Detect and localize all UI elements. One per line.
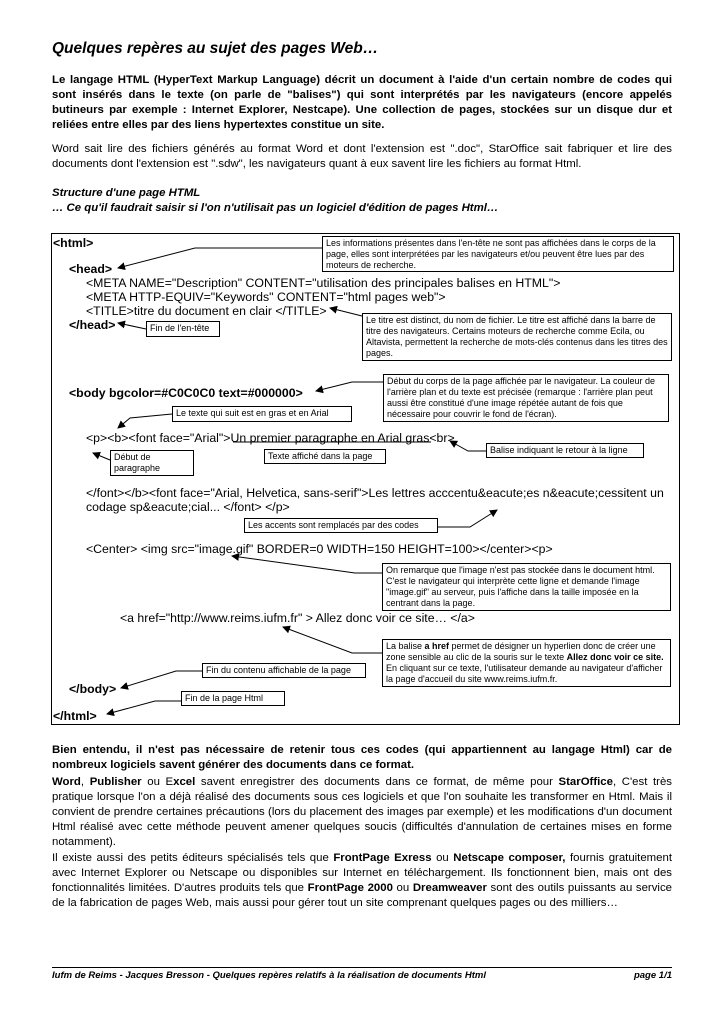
note-fin-contenu: Fin du contenu affichable de la page	[202, 663, 366, 678]
footer-left: Iufm de Reims - Jacques Bresson - Quelques repères relatifs à la réalisation de documents Html	[52, 970, 486, 981]
arrow-debut-paragraphe	[93, 453, 110, 460]
note-fin-page: Fin de la page Html	[181, 691, 285, 706]
note-href-part-a: La balise	[386, 641, 425, 651]
word-paragraph: Word sait lire des fichiers générés au format Word et dont l'extension est ".doc", StarOffice sait fabriquer et lire des documents dont l'extension est ".sdw", les navigateurs quant à eux savent lire les fichiers au format Html.	[52, 143, 672, 170]
code-html-close: </html>	[53, 709, 97, 723]
code-paragraph-prefix: <p><b><font face="Arial">	[86, 431, 231, 445]
code-meta-description: <META NAME="Description" CONTENT="utilisation des principales balises en HTML">	[86, 276, 561, 290]
editors-frontpage-express: FrontPage Exress	[333, 852, 432, 864]
software-staroffice: StarOffice	[558, 776, 613, 788]
note-fin-entete: Fin de l'en-tête	[146, 321, 220, 337]
editors-dreamweaver: Dreamweaver	[412, 882, 487, 894]
arrow-href	[283, 627, 382, 653]
note-href-part-e: En cliquant sur ce texte, l'utilisateur demande au navigateur d'afficher la page d'accueil du site www.reims.iufm.fr.	[386, 663, 663, 684]
arrow-titre	[330, 308, 362, 316]
intro-paragraph: Le langage HTML (HyperText Markup Language) décrit un document à l'aide d'un certain nombre de codes qui sont insérés dans le texte (on parle de "balises") qui sont interprétés par les navigateurs (encore appelés butineurs par exemple : Internet Explorer, Nestcape). Une collection de pages, stockées sur un disque dur et reliées entre elles par des liens hypertextes constitue un site.	[52, 74, 672, 131]
code-paragraph-text: Un premier paragraphe en Arial gras	[230, 431, 430, 445]
structure-heading: Structure d'une page HTML	[52, 187, 201, 199]
code-head-close: </head>	[69, 318, 116, 332]
footer-page-number: page 1/1	[633, 970, 672, 981]
arrow-gras-arial	[118, 414, 172, 428]
note-head-info: Les informations présentes dans l'en-tête ne sont pas affichées dans le corps de la page, elles sont interprétées par les navigateurs et/ou peuvent être lues par des moteurs de recherche.	[322, 236, 674, 272]
page-title: Quelques repères au sujet des pages Web…	[52, 40, 379, 57]
arrow-head-info	[118, 248, 322, 268]
arrow-fin-entete	[118, 323, 146, 329]
arrow-accents	[438, 510, 497, 527]
editors-part-d: ou	[392, 882, 413, 894]
software-publisher: Publisher	[89, 776, 142, 788]
footer-divider	[52, 967, 672, 968]
software-paragraph	[52, 775, 672, 850]
software-xcel: xcel	[173, 776, 196, 788]
note-debut-paragraphe: Début de paragraphe	[110, 450, 194, 476]
structure-subheading: … Ce qu'il faudrait saisir si l'on n'utilisait pas un logiciel d'édition de pages Html…	[52, 202, 499, 214]
editors-paragraph	[52, 851, 672, 911]
editors-frontpage-2000: FrontPage 2000	[307, 882, 393, 894]
note-retour-ligne: Balise indiquant le retour à la ligne	[486, 443, 644, 458]
note-gras-arial: Le texte qui suit est en gras et en Arial	[172, 406, 352, 422]
arrow-fin-contenu	[121, 671, 202, 688]
arrow-image	[232, 556, 382, 573]
code-meta-keywords: <META HTTP-EQUIV="Keywords" CONTENT="html pages web">	[86, 290, 446, 304]
editors-part-b: ou	[431, 852, 454, 864]
software-ou-e: ou E	[141, 776, 174, 788]
outro-bold-paragraph: Bien entendu, il n'est pas nécessaire de retenir tous ces codes (qui appartiennent au langage Html) car de nombreux logiciels savent générer des documents dans ce format.	[52, 744, 672, 771]
arrow-fin-page	[107, 701, 181, 714]
code-html-open: <html>	[53, 236, 94, 250]
note-image: On remarque que l'image n'est pas stockée dans le document html. C'est le navigateur qui interprète cette ligne et demande l'image "image.gif" au serveur, puis l'affiche dans la taille imposée en la centrant dans la page.	[382, 563, 671, 611]
editors-part-c: fournis gratuitement avec Internet Explorer ou Netscape ou disponibles sur Internet en téléchargement. Ils fonctionnent bien, mais ont des fonctionnalités limitées. D'autres produits tels que	[52, 852, 673, 894]
code-body-close: </body>	[69, 682, 117, 696]
code-paragraph-suffix: <br>	[429, 431, 455, 445]
note-href-part-d: Allez donc voir ce site.	[566, 652, 664, 662]
editors-netscape-composer: Netscape composer,	[453, 852, 566, 864]
note-debut-corps: Début du corps de la page affichée par le navigateur. La couleur de l'arrière plan et du texte est précisée (remarque : l'arrière plan peut aussi être constitué d'une image répétée autant de fois que nécessaire pour couvrir le fond de l'écran).	[383, 374, 669, 422]
software-mid: savent enregistrer des documents dans ce format, de même pour	[195, 776, 559, 788]
note-href-part-b: a href	[424, 641, 450, 651]
arrow-retour-ligne	[450, 441, 486, 451]
code-font-line-1: </font></b><font face="Arial, Helvetica, sans-serif">Les lettres acccentu&eacute;es n&eacute;cessitent un	[86, 486, 664, 500]
code-title-tag: <TITLE>titre du document en clair </TITLE>	[86, 304, 327, 318]
note-titre: Le titre est distinct, du nom de fichier. Le titre est affiché dans la barre de titre des navigateurs. Certains moteurs de recherche comme Ecila, ou Altavista, permettent la recherche de mots-clés contenus dans les titres des pages.	[362, 313, 672, 361]
software-rest: , C'est très pratique lorsque l'on a déjà réalisé des documents sous ces logiciels et que l'on souhaite les transformer en Html. Mais il convient de prendre certaines précautions (lors du placement des images par exemple) et les modifications d'un document Html réalisé avec cette méthode peuvent amener quelques soucis (difficultés d'annulation de certaines mises en forme notamment).	[52, 776, 672, 848]
code-center-line: <Center> <img src="image.gif" BORDER=0 WIDTH=150 HEIGHT=100></center><p>	[86, 542, 553, 556]
software-sep: ,	[80, 776, 90, 788]
editors-part-e: sont des outils puissants au service de la fabrication de pages Web, mais aussi pour gérer tout un site comprenant quelques pages ou des milliers…	[52, 882, 672, 909]
note-texte-affiche: Texte affiché dans la page	[264, 449, 386, 464]
code-font-line-2: codage sp&eacute;cial... </font> </p>	[86, 500, 290, 514]
code-head-open: <head>	[69, 262, 113, 276]
software-word: Word	[52, 776, 81, 788]
note-href-part-c: permet de désigner un hyperlien donc de créer une zone sensible au clic de la souris sur le texte	[386, 641, 656, 662]
code-anchor-line: <a href="http://www.reims.iufm.fr" > Allez donc voir ce site… </a>	[120, 611, 475, 625]
code-body-open: <body bgcolor=#C0C0C0 text=#000000>	[69, 386, 303, 400]
note-accents: Les accents sont remplacés par des codes	[244, 518, 438, 533]
editors-part-a: Il existe aussi des petits éditeurs spécialisés tels que	[52, 852, 334, 864]
arrow-debut-corps	[316, 382, 383, 391]
